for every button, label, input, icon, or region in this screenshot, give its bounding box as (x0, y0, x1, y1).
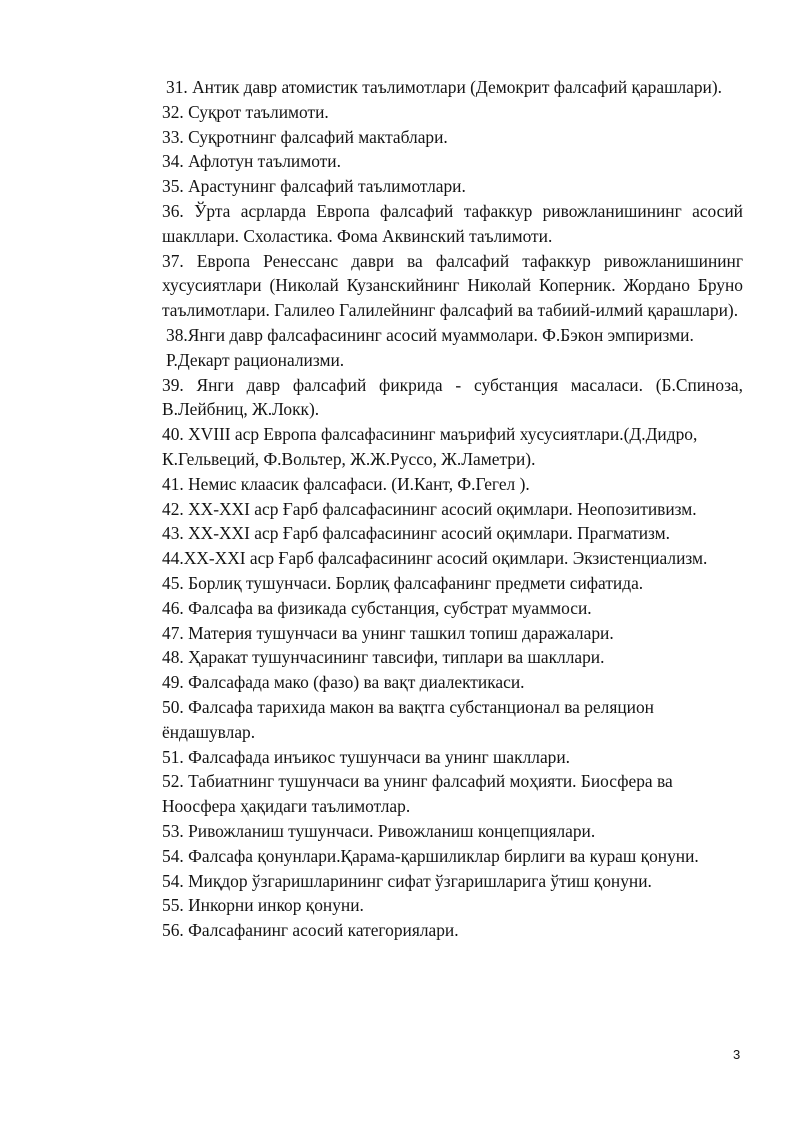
list-item: 55. Инкорни инкор қонуни. (162, 895, 364, 916)
list-item: 46. Фалсафа ва физикада субстанция, субстрат муаммоси. (162, 597, 592, 618)
list-item: 35. Арастунинг фалсафий таълимотлари. (162, 176, 466, 197)
list-item: 51. Фалсафада инъикос тушунчаси ва унинг шакллари. (162, 746, 571, 767)
list-item: 44.XX-XXI аср Ғарб фалсафасининг асосий оқимлари. Экзистенциализм. (162, 548, 708, 569)
list-item: 49. Фалсафада мако (фазо) ва вақт диалектикаси. (162, 672, 525, 693)
list-item: 34. Афлотун таълимоти. (162, 151, 341, 172)
list-item: 53. Ривожланиш тушунчаси. Ривожланиш концепциялари. (162, 820, 596, 841)
list-item: 42. XX-XXI аср Ғарб фалсафасининг асосий оқимлари. Неопозитивизм. (162, 498, 697, 519)
list-item: 40. XVIII аср Европа фалсафасининг маърифий хусусиятлари.(Д.Дидро, К.Гельвеций, Ф.Вольтер, Ж.Ж.Руссо, Ж.Ламетри). (162, 424, 698, 469)
list-item: 47. Материя тушунчаси ва унинг ташкил топиш даражалари. (162, 622, 614, 643)
page-number: 3 (733, 1047, 741, 1062)
list-item: 41. Немис клаасик фалсафаси. (И.Кант, Ф.Гегел ). (162, 473, 530, 494)
list-item: 32. Суқрот таълимоти. (162, 101, 329, 122)
list-item: 33. Суқротнинг фалсафий мактаблари. (162, 126, 448, 147)
list-item: 54. Фалсафа қонунлари.Қарама-қаршиликлар бирлиги ва кураш қонуни. (162, 845, 699, 866)
list-item: 50. Фалсафа тарихида макон ва вақтга субстанционал ва реляцион ёндашувлар. (162, 696, 654, 742)
question-list (162, 75, 743, 943)
list-item: 45. Борлиқ тушунчаси. Борлиқ фалсафанинг предмети сифатида. (162, 572, 644, 593)
list-item: 37. Европа Ренессанс даври ва фалсафий тафаккур ривожланишининг хусусиятлари (Николай Кузанскийнинг Николай Коперник. Жордано Бруно таълимотлари. Галилео Галилейнинг фалсафий ва табиий-илмий қарашлари). (162, 250, 743, 321)
list-item: 48. Ҳаракат тушунчасининг тавсифи, типлари ва шакллари. (162, 647, 605, 668)
list-item: 52. Табиатнинг тушунчаси ва унинг фалсафий моҳияти. Биосфера ва Ноосфера ҳақидаги таълимотлар. (162, 771, 673, 817)
list-item: 36. Ўрта асрларда Европа фалсафий тафаккур ривожланишининг асосий шакллари. Схоластика. Фома Аквинский таълимоти. (162, 200, 743, 246)
list-item: 56. Фалсафанинг асосий категориялари. (162, 920, 459, 941)
list-item: 38.Янги давр фалсафасининг асосий муаммолари. Ф.Бэкон эмпиризми. Р.Декарт рационализми. (166, 324, 694, 370)
list-item: 43. XX-XXI аср Ғарб фалсафасининг асосий оқимлари. Прагматизм. (162, 523, 670, 544)
list-item: 31. Антик давр атомистик таълимотлари (Демокрит фалсафий қарашлари). (166, 77, 722, 97)
list-item: 39. Янги давр фалсафий фикрида - субстанция масаласи. (Б.Спиноза, В.Лейбниц, Ж.Локк). (162, 374, 743, 420)
list-item: 54. Миқдор ўзгаришларининг сифат ўзгаришларига ўтиш қонуни. (162, 870, 652, 891)
